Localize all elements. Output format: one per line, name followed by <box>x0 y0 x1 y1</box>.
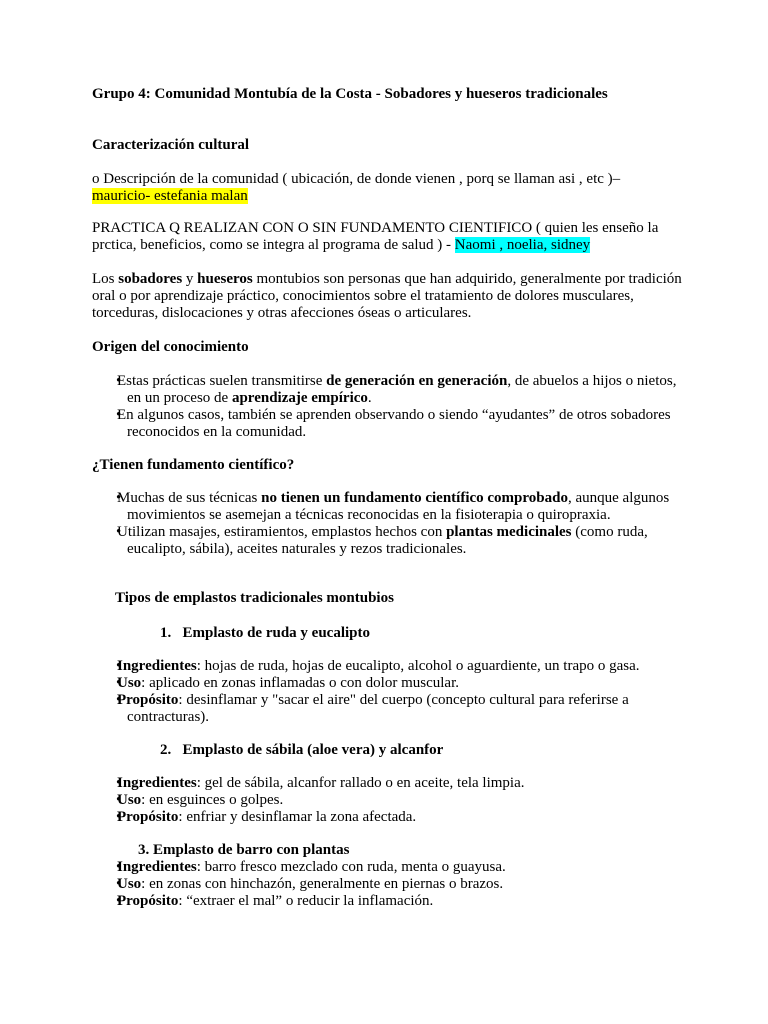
emplasto-2-ingredientes-label: Ingredientes <box>117 775 197 791</box>
emplasto-2-uso-text: : en esguinces o golpes. <box>141 792 284 808</box>
practica-paragraph <box>92 220 692 254</box>
list-item: • En algunos casos, también se aprenden observando o siendo “ayudantes” de otros sobadores reconocidos en la comunidad. <box>92 407 692 441</box>
emplasto-1-heading <box>160 625 660 642</box>
emplasto-2-title: Emplasto de sábila (aloe vera) y alcanfor <box>182 742 444 758</box>
intro-text-2: y <box>182 271 198 287</box>
list-item <box>92 658 692 675</box>
emplasto-3-ingredientes-text: : barro fresco mezclado con ruda, menta o guayusa. <box>196 859 506 875</box>
heading-fundamento: ¿Tienen fundamento científico? <box>92 457 295 473</box>
list-item <box>92 490 692 524</box>
emplasto-2-proposito-text: : enfriar y desinflamar la zona afectada. <box>178 809 417 825</box>
list-item <box>92 893 692 910</box>
emplasto-1-ingredientes-text: : hojas de ruda, hojas de eucalipto, alcohol o aguardiente, un trapo o gasa. <box>196 658 640 674</box>
emplasto-1-title: Emplasto de ruda y eucalipto <box>182 625 371 641</box>
practica-assignees-highlight: Naomi , noelia, sidney <box>454 237 591 253</box>
emplasto-1-ingredientes-label: Ingredientes <box>117 658 197 674</box>
intro-bold-sobadores: sobadores <box>118 271 183 287</box>
emplasto-3-uso-label: Uso <box>117 876 142 892</box>
emplasto-3-heading: 3. Emplasto de barro con plantas <box>138 842 350 858</box>
origen-b1-bold-2: aprendizaje empírico <box>231 390 368 406</box>
fundamento-b2-text-2: (como ruda, eucalipto, sábila), aceites naturales y rezos tradicionales. <box>127 524 648 557</box>
emplasto-1-proposito-label: Propósito <box>117 692 179 708</box>
list-item <box>92 876 692 893</box>
list-item <box>92 792 692 809</box>
descripcion-paragraph <box>92 171 692 205</box>
emplasto-1-proposito-text: : desinflamar y "sacar el aire" del cuerpo (concepto cultural para referirse a contracturas). <box>127 692 629 725</box>
origen-b1-text-3: . <box>367 390 372 406</box>
emplasto-1-list <box>92 658 692 726</box>
fundamento-list <box>92 490 692 558</box>
origen-b1-text-2: , de abuelos a hijos o nietos, en un proceso de <box>127 373 677 406</box>
emplasto-3-proposito-label: Propósito <box>117 893 179 909</box>
emplasto-1-number: 1. <box>160 625 172 641</box>
fundamento-b2-bold: plantas medicinales <box>446 524 572 540</box>
emplasto-1-uso-text: : aplicado en zonas inflamadas o con dolor muscular. <box>141 675 459 691</box>
fundamento-b1-text-1: Muchas de sus técnicas <box>117 490 262 506</box>
list-item <box>92 692 692 726</box>
emplasto-2-proposito-label: Propósito <box>117 809 179 825</box>
emplasto-3-proposito-text: : “extraer el mal” o reducir la inflamación. <box>178 893 434 909</box>
intro-text-3: montubios son personas que han adquirido, generalmente por tradición oral o por aprendizaje práctico, conocimientos sobre el tratamiento de dolores musculares, torceduras, dislocaciones y otras afecciones óseas o articulares. <box>92 271 682 321</box>
origen-list <box>92 373 692 441</box>
origen-b1-bold-1: de generación en generación <box>326 373 508 389</box>
fundamento-b1-bold: no tienen un fundamento científico comprobado <box>261 490 568 506</box>
intro-paragraph <box>92 271 692 322</box>
emplasto-2-heading <box>160 742 660 759</box>
emplasto-3-ingredientes-label: Ingredientes <box>117 859 197 875</box>
heading-origen: Origen del conocimiento <box>92 339 249 355</box>
list-item <box>92 775 692 792</box>
descripcion-assignees-highlight: mauricio- estefania malan <box>92 188 248 204</box>
emplasto-2-list <box>92 775 692 826</box>
emplasto-3-uso-text: : en zonas con hinchazón, generalmente en piernas o brazos. <box>141 876 504 892</box>
list-item <box>92 675 692 692</box>
descripcion-text: o Descripción de la comunidad ( ubicación, de donde vienen , porq se llaman asi , etc )– <box>92 171 621 187</box>
intro-bold-hueseros: hueseros <box>197 271 253 287</box>
emplasto-1-uso-label: Uso <box>117 675 142 691</box>
emplasto-3-list <box>92 859 692 910</box>
list-item <box>92 809 692 826</box>
origen-b1-text-1: Estas prácticas suelen transmitirse <box>117 373 327 389</box>
practica-text: PRACTICA Q REALIZAN CON O SIN FUNDAMENTO CIENTIFICO ( quien les enseño la prctica, beneficios, como se integra al programa de salud ) - <box>92 220 659 253</box>
document-title: Grupo 4: Comunidad Montubía de la Costa - Sobadores y hueseros tradicionales <box>92 86 608 102</box>
fundamento-b2-text-1: Utilizan masajes, estiramientos, emplastos hechos con <box>117 524 447 540</box>
emplasto-2-ingredientes-text: : gel de sábila, alcanfor rallado o en aceite, tela limpia. <box>196 775 525 791</box>
list-item <box>92 524 692 558</box>
emplasto-2-number: 2. <box>160 742 172 758</box>
fundamento-b1-text-2: , aunque algunos movimientos se asemejan a técnicas reconocidas en la fisioterapia o quiropraxia. <box>127 490 670 523</box>
list-item <box>92 859 692 876</box>
emplasto-2-uso-label: Uso <box>117 792 142 808</box>
heading-caracterizacion: Caracterización cultural <box>92 137 250 153</box>
intro-text-1: Los <box>92 271 119 287</box>
heading-tipos-emplastos: Tipos de emplastos tradicionales montubios <box>115 590 394 606</box>
list-item <box>92 373 692 407</box>
